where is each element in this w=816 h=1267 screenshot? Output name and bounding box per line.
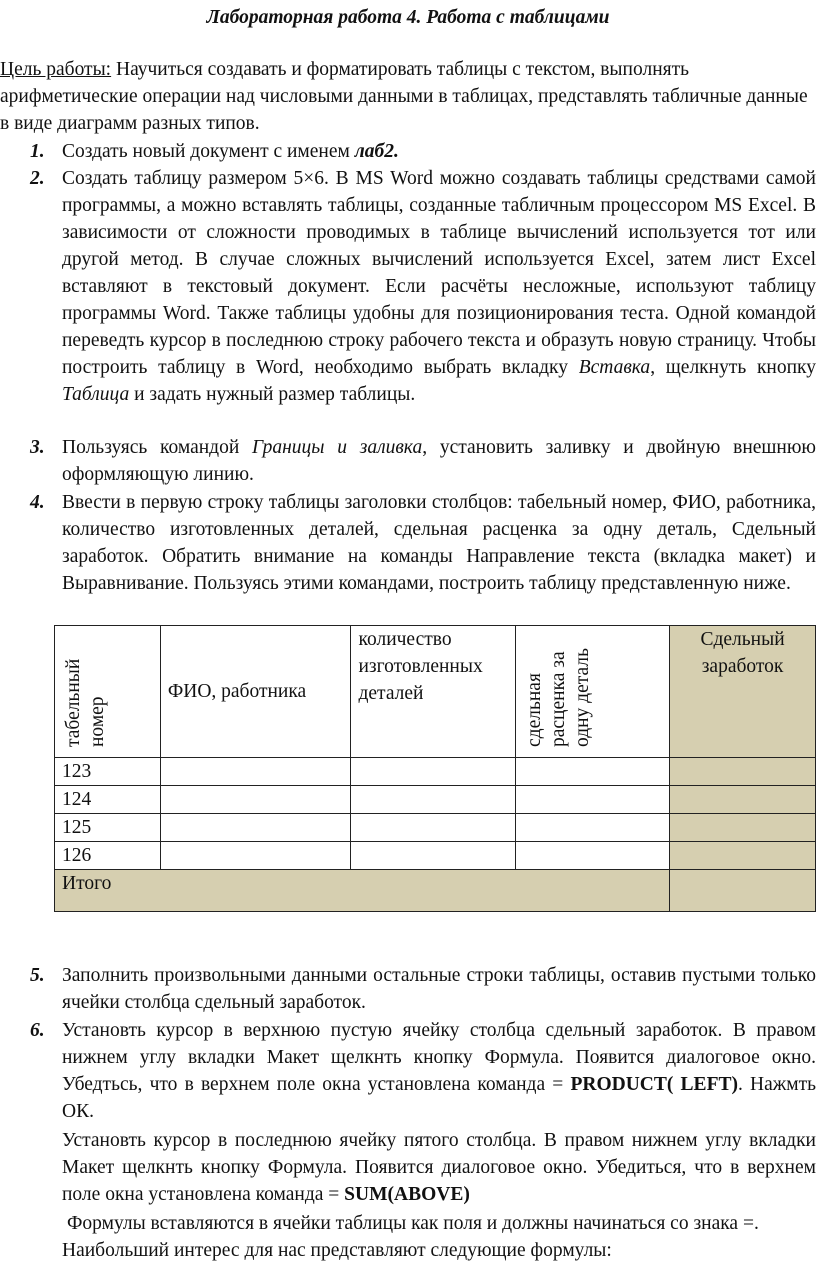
header-qty: количество изготовленных деталей <box>351 626 516 758</box>
earnings-cell <box>670 842 816 870</box>
total-row <box>55 870 816 912</box>
formulas-paragraph: Формулы вставляются в ячейки таблицы как поля и должны начинаться со знака =. <box>67 1213 759 1234</box>
step-text: Пользуясь командой <box>62 437 253 458</box>
step-text: Создать таблицу размером 5×6. В MS Word можно создавать таблицы средствами самой программы, а можно вставлять таблицы, созданные табличным процессором MS Excel. В зависимости от сложности проводимых в таблице вычислений используется тот или другой метод. В случае сложных вычислений используется Excel, затем лист Excel вставляют в текстовый документ. Если расчёты несложные, используют таблицу программы Word. Также таблицы удобны для позиционирования теста. Одной командой переведть курсор в последнюю строку рабочего текста и образуть новую страницу. Чтобы построить таблицу в Word, необходимо выбрать вкладку <box>62 168 816 378</box>
earnings-cell <box>670 814 816 842</box>
table-cell <box>516 758 670 786</box>
step-6 <box>0 1017 816 1125</box>
step-3 <box>0 434 816 488</box>
step-text: и задать нужный размер таблицы. <box>129 384 416 405</box>
sample-table <box>54 625 816 912</box>
document-title: Лабораторная работа 4. Работа с таблицами <box>206 7 610 28</box>
earnings-cell <box>670 786 816 814</box>
step-text: , щелкнуть кнопку <box>650 357 816 378</box>
formula-sum: SUM(ABOVE) <box>344 1184 470 1205</box>
table-cell <box>160 814 351 842</box>
header-earnings: Сдельный заработок <box>670 626 816 758</box>
step-4 <box>0 489 816 597</box>
table-cell <box>351 786 516 814</box>
table-row <box>55 758 816 786</box>
total-earnings-cell <box>670 870 816 912</box>
step-number: 4. <box>30 492 45 513</box>
emphasis-insert-tab: Вставка <box>578 357 651 378</box>
interest-paragraph: Наибольший интерес для нас представляют следующие формулы: <box>62 1240 612 1261</box>
header-tab-num: табельный номер <box>63 658 108 747</box>
emphasis-borders: Границы и заливка <box>252 437 423 458</box>
tab-num-cell: 126 <box>55 842 161 870</box>
goal-label: Цель работы: <box>0 59 112 80</box>
goal-paragraph <box>0 56 810 137</box>
goal-text: Научиться создавать и форматировать таблицы с текстом, выполнять арифметические операции над числовыми данными в таблицах, представлять табличные данные в виде диаграмм разных типов. <box>0 59 808 134</box>
header-fio: ФИО, работника <box>160 626 351 758</box>
step-2 <box>0 165 816 408</box>
earnings-cell <box>670 758 816 786</box>
table-header-row <box>55 626 816 758</box>
file-name: лаб2. <box>354 141 399 162</box>
step-number: 6. <box>30 1020 45 1041</box>
table-cell <box>160 786 351 814</box>
table-row <box>55 842 816 870</box>
step-1 <box>0 138 816 165</box>
table-cell <box>351 814 516 842</box>
table-cell <box>516 814 670 842</box>
step-text: Создать новый документ с именем <box>62 141 355 162</box>
sum-text: Установть курсор в последнюю ячейку пятого столбца. В правом нижнем углу вкладки Макет щелкнть кнопку Формула. Появится диалоговое окно. Убедиться, что в верхнем поле окна установлена команда = <box>62 1130 816 1205</box>
table-cell <box>160 842 351 870</box>
step-text: , установить заливку и двойную внешнюю оформляющую линию. <box>62 437 816 485</box>
step-text: Ввести в первую строку таблицы заголовки столбцов: табельный номер, ФИО, работника, количество изготовленных деталей, сдельная расценка за одну деталь, Сдельный заработок. Обратить внимание на команды Направление текста (вкладка макет) и Выравнивание. Пользуясь этими командами, построить таблицу представленную ниже. <box>62 492 816 594</box>
tab-num-cell: 125 <box>55 814 161 842</box>
table-cell <box>351 758 516 786</box>
table-cell <box>516 786 670 814</box>
table-cell <box>516 842 670 870</box>
total-label: Итого <box>55 870 670 912</box>
step-text: Заполнить произвольными данными остальные строки таблицы, оставив пустыми только ячейки столбца сдельный заработок. <box>62 965 816 1013</box>
sum-paragraph <box>62 1127 816 1208</box>
emphasis-table-button: Таблица <box>62 384 130 405</box>
step-5 <box>0 962 816 1016</box>
step-number: 3. <box>30 437 45 458</box>
formula-product: PRODUCT( LEFT) <box>570 1074 738 1095</box>
table-cell <box>351 842 516 870</box>
table-cell <box>160 758 351 786</box>
tab-num-cell: 123 <box>55 758 161 786</box>
step-number: 1. <box>30 141 45 162</box>
step-text: Установть курсор в верхнюю пустую ячейку столбца сдельный заработок. В правом нижнем углу вкладки Макет щелкнть кнопку Формула. Появится диалоговое окно. Убедтьсь, что в верхнем поле окна установлена команда = <box>62 1020 816 1095</box>
table-row <box>55 814 816 842</box>
table-row <box>55 786 816 814</box>
header-rate: сдельная расценка за одну деталь <box>524 648 594 747</box>
step-number: 5. <box>30 965 45 986</box>
tab-num-cell: 124 <box>55 786 161 814</box>
step-text: . Нажмть ОК. <box>62 1074 816 1122</box>
step-number: 2. <box>30 168 45 189</box>
